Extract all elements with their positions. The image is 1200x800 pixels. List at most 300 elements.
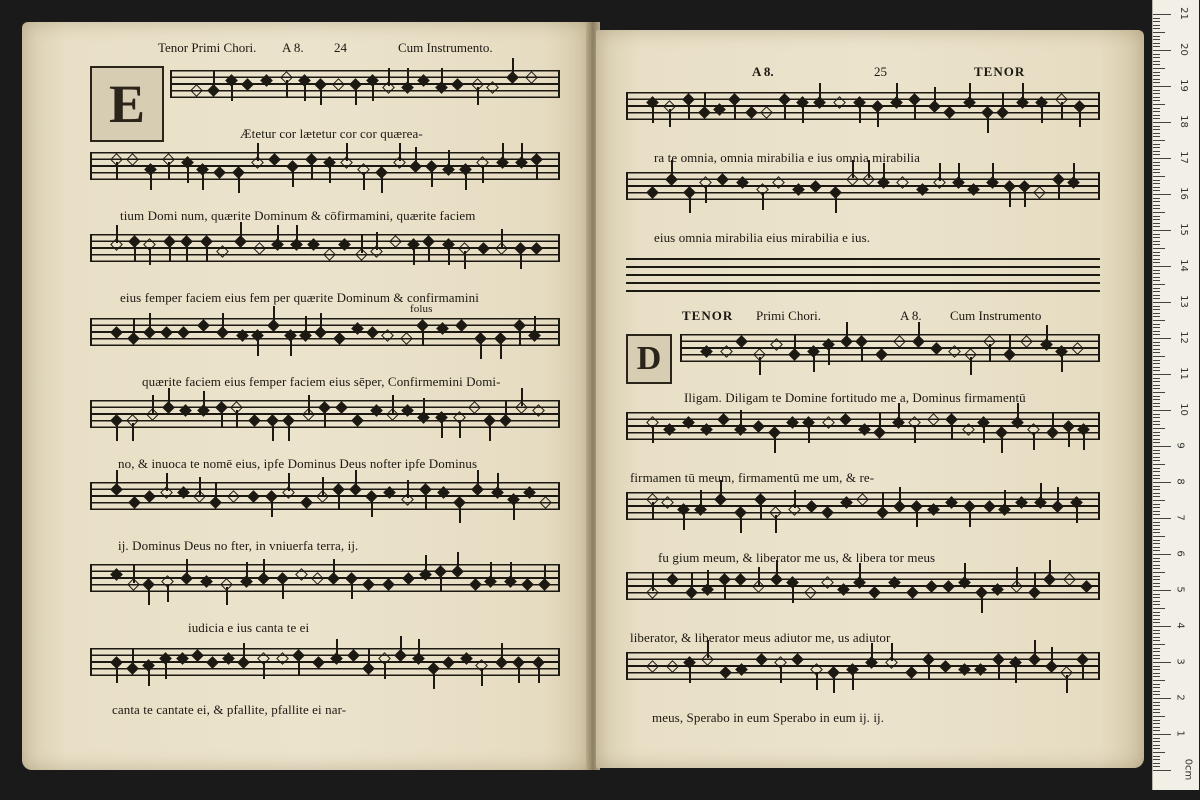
music-note bbox=[717, 413, 730, 426]
note-stem bbox=[758, 567, 760, 585]
music-note bbox=[896, 176, 909, 189]
ruler-tick bbox=[1153, 82, 1160, 83]
ruler-tick bbox=[1153, 741, 1160, 742]
ruler-tick bbox=[1153, 144, 1160, 145]
note-stem bbox=[859, 105, 861, 123]
ruler-tick bbox=[1153, 493, 1160, 494]
note-stem bbox=[1017, 403, 1019, 421]
empty-staff bbox=[626, 258, 1100, 292]
ruler-tick bbox=[1153, 572, 1165, 573]
note-stem bbox=[775, 515, 777, 533]
note-stem bbox=[320, 313, 322, 331]
music-note bbox=[110, 568, 123, 581]
left-lyric-7: iudicia e ius canta te ei bbox=[188, 620, 310, 635]
music-note bbox=[736, 176, 749, 189]
note-stem bbox=[652, 502, 654, 520]
music-note bbox=[236, 329, 249, 342]
ruler-tick bbox=[1153, 522, 1160, 523]
note-stem bbox=[536, 162, 538, 180]
music-note bbox=[666, 660, 679, 673]
note-stem bbox=[351, 581, 353, 599]
note-stem bbox=[441, 420, 443, 438]
ruler-tick bbox=[1153, 270, 1160, 271]
ruler-tick bbox=[1153, 439, 1160, 440]
ruler-tick bbox=[1153, 75, 1160, 76]
ruler-tick bbox=[1153, 759, 1160, 760]
note-stem bbox=[168, 388, 170, 406]
right-staff-4 bbox=[626, 412, 1100, 440]
ruler-label: 21 bbox=[1177, 7, 1189, 20]
ruler-tick bbox=[1153, 108, 1160, 109]
ruler-tick bbox=[1153, 154, 1160, 155]
music-note bbox=[858, 423, 871, 436]
music-note bbox=[311, 572, 324, 585]
note-stem bbox=[1061, 102, 1063, 120]
music-note bbox=[469, 578, 482, 591]
ruler-tick bbox=[1153, 115, 1160, 116]
note-stem bbox=[828, 347, 830, 365]
ruler-tick bbox=[1153, 507, 1160, 508]
note-stem bbox=[372, 83, 374, 101]
note-stem bbox=[423, 398, 425, 416]
ruler-tick bbox=[1153, 684, 1160, 685]
note-stem bbox=[187, 165, 189, 183]
note-stem bbox=[896, 83, 898, 101]
note-stem bbox=[969, 509, 971, 527]
right-lyric-2: firmamen tū meum, firmamentū me um, & re- bbox=[630, 470, 875, 485]
section-scoring: Cum Instrumento bbox=[950, 308, 1042, 323]
ruler-tick bbox=[1153, 284, 1165, 285]
ruler-tick bbox=[1153, 360, 1160, 361]
left-staff-6 bbox=[90, 482, 560, 510]
note-stem bbox=[724, 582, 726, 600]
music-note bbox=[760, 106, 773, 119]
note-stem bbox=[958, 163, 960, 181]
music-note bbox=[442, 656, 455, 669]
note-stem bbox=[521, 388, 523, 406]
note-stem bbox=[116, 423, 118, 441]
ruler-label: 4 bbox=[1174, 622, 1186, 629]
ruler-tick bbox=[1153, 702, 1160, 703]
left-lyric-8: canta te cantate ei, & pfallite, pfallite ei nar- bbox=[112, 702, 347, 717]
music-note bbox=[323, 248, 336, 261]
note-stem bbox=[1002, 93, 1004, 111]
music-note bbox=[455, 319, 468, 332]
ruler-tick bbox=[1153, 331, 1160, 332]
note-stem bbox=[846, 322, 848, 340]
music-note bbox=[962, 423, 975, 436]
right-lyric-3: fu gium meum, & liberator me us, & libera tor meus bbox=[658, 550, 936, 565]
section-part: TENOR bbox=[682, 308, 734, 323]
ruler-tick bbox=[1153, 201, 1160, 202]
note-stem bbox=[166, 473, 168, 491]
right-header-part: TENOR bbox=[974, 64, 1026, 79]
ruler-label: 15 bbox=[1177, 223, 1189, 236]
ruler-tick bbox=[1153, 770, 1171, 771]
ruler-label: 0cm bbox=[1182, 758, 1194, 781]
ruler-tick bbox=[1153, 36, 1160, 37]
right-header-voices: A 8. bbox=[752, 64, 774, 79]
note-stem bbox=[740, 410, 742, 428]
ruler-tick bbox=[1153, 543, 1160, 544]
note-stem bbox=[1082, 662, 1084, 680]
music-note bbox=[1080, 580, 1093, 593]
note-stem bbox=[983, 425, 985, 443]
ruler-tick bbox=[1153, 79, 1160, 80]
note-stem bbox=[465, 172, 467, 190]
note-stem bbox=[1057, 487, 1059, 505]
music-note bbox=[700, 423, 713, 436]
music-note bbox=[468, 401, 481, 414]
ruler-tick bbox=[1153, 388, 1160, 389]
ruler-tick bbox=[1153, 122, 1171, 123]
note-stem bbox=[290, 338, 292, 356]
ruler-tick bbox=[1153, 126, 1160, 127]
ruler-tick bbox=[1153, 669, 1160, 670]
ruler-tick bbox=[1153, 28, 1160, 29]
note-stem bbox=[914, 102, 916, 120]
music-note bbox=[227, 490, 240, 503]
music-note bbox=[734, 573, 747, 586]
ruler-tick bbox=[1153, 392, 1165, 393]
note-stem bbox=[134, 244, 136, 262]
ruler-tick bbox=[1153, 712, 1160, 713]
note-stem bbox=[333, 559, 335, 577]
note-stem bbox=[481, 668, 483, 686]
ruler-tick bbox=[1153, 763, 1160, 764]
note-stem bbox=[534, 316, 536, 334]
ruler-tick bbox=[1153, 190, 1160, 191]
music-note bbox=[177, 326, 190, 339]
note-stem bbox=[464, 251, 466, 269]
ruler-label: 13 bbox=[1177, 295, 1189, 308]
note-stem bbox=[384, 661, 386, 679]
note-stem bbox=[987, 115, 989, 133]
note-stem bbox=[981, 595, 983, 613]
note-stem bbox=[520, 251, 522, 269]
left-staff-1 bbox=[170, 70, 560, 98]
ruler-tick bbox=[1153, 266, 1171, 267]
ruler-tick bbox=[1153, 568, 1160, 569]
left-lyric-5: no, & inuoca te nomē eius, ipfe Dominus Deus nofter ipfe Dominus bbox=[118, 456, 478, 471]
ruler-tick bbox=[1153, 57, 1160, 58]
music-note bbox=[958, 663, 971, 676]
ruler-tick bbox=[1153, 43, 1160, 44]
music-note bbox=[110, 326, 123, 339]
left-lyric-4: quærite faciem eius femper faciem eius sēper, Confirmemini Domi- bbox=[142, 374, 501, 389]
music-note bbox=[532, 404, 545, 417]
music-note bbox=[486, 81, 499, 94]
note-stem bbox=[368, 649, 370, 667]
music-note bbox=[942, 580, 955, 593]
left-staff-3 bbox=[90, 234, 560, 262]
music-note bbox=[539, 496, 552, 509]
note-stem bbox=[544, 565, 546, 583]
music-note bbox=[362, 578, 375, 591]
note-stem bbox=[222, 313, 224, 331]
note-stem bbox=[186, 559, 188, 577]
music-note bbox=[521, 578, 534, 591]
note-stem bbox=[760, 502, 762, 520]
note-stem bbox=[236, 410, 238, 428]
note-stem bbox=[939, 163, 941, 181]
note-stem bbox=[355, 470, 357, 488]
section-voices: A 8. bbox=[900, 308, 922, 323]
note-stem bbox=[1076, 505, 1078, 523]
music-note bbox=[772, 176, 785, 189]
note-stem bbox=[169, 244, 171, 262]
ruler-tick bbox=[1153, 680, 1165, 681]
music-note bbox=[347, 649, 360, 662]
ruler-tick bbox=[1153, 554, 1171, 555]
ruler-tick bbox=[1153, 378, 1160, 379]
note-stem bbox=[877, 109, 879, 127]
note-stem bbox=[969, 83, 971, 101]
music-note bbox=[821, 506, 834, 519]
music-note bbox=[943, 106, 956, 119]
right-lyric-top-1: ra te omnia, omnia mirabilia e ius omnia mirabilia bbox=[654, 150, 921, 165]
left-staff-4 bbox=[90, 318, 560, 346]
ruler-tick bbox=[1153, 738, 1160, 739]
ruler-tick bbox=[1153, 54, 1160, 55]
ruler-tick bbox=[1153, 550, 1160, 551]
note-stem bbox=[477, 87, 479, 105]
ruler-tick bbox=[1153, 234, 1160, 235]
ruler-tick bbox=[1153, 435, 1160, 436]
note-stem bbox=[263, 661, 265, 679]
note-stem bbox=[813, 354, 815, 372]
left-staff-5 bbox=[90, 400, 560, 428]
note-stem bbox=[271, 499, 273, 517]
music-note bbox=[401, 404, 414, 417]
note-stem bbox=[934, 87, 936, 105]
note-stem bbox=[167, 584, 169, 602]
ruler-tick bbox=[1153, 25, 1160, 26]
note-stem bbox=[518, 665, 520, 683]
music-note bbox=[436, 322, 449, 335]
ruler-tick bbox=[1153, 460, 1160, 461]
note-stem bbox=[500, 341, 502, 359]
ruler-tick bbox=[1153, 342, 1160, 343]
note-stem bbox=[457, 552, 459, 570]
ruler-tick bbox=[1153, 345, 1160, 346]
music-note bbox=[916, 183, 929, 196]
note-stem bbox=[320, 87, 322, 105]
note-stem bbox=[898, 403, 900, 421]
music-note bbox=[197, 319, 210, 332]
note-stem bbox=[792, 585, 794, 603]
music-note bbox=[856, 493, 869, 506]
note-stem bbox=[689, 665, 691, 683]
left-lyric-1: Ætetur cor lætetur cor cor quærea- bbox=[240, 126, 423, 141]
music-note bbox=[190, 84, 203, 97]
note-stem bbox=[802, 105, 804, 123]
note-stem bbox=[512, 58, 514, 76]
music-note bbox=[837, 583, 850, 596]
note-stem bbox=[286, 80, 288, 98]
ruler-tick bbox=[1153, 532, 1160, 533]
ruler-tick bbox=[1153, 406, 1160, 407]
ruler-tick bbox=[1153, 536, 1165, 537]
music-note bbox=[682, 416, 695, 429]
ruler-tick bbox=[1153, 475, 1160, 476]
music-note bbox=[875, 348, 888, 361]
note-stem bbox=[149, 247, 151, 265]
music-note bbox=[967, 183, 980, 196]
ruler-tick bbox=[1153, 151, 1160, 152]
right-lyric-1: Iligam. Diligam te Domine fortitudo me a, Dominus firmamentū bbox=[684, 390, 1026, 405]
ruler-tick bbox=[1153, 619, 1160, 620]
ruler-tick bbox=[1153, 565, 1160, 566]
note-stem bbox=[918, 322, 920, 340]
ruler-tick bbox=[1153, 558, 1160, 559]
music-note bbox=[268, 153, 281, 166]
ruler-tick bbox=[1153, 640, 1160, 641]
note-stem bbox=[879, 413, 881, 431]
music-note bbox=[930, 342, 943, 355]
music-note bbox=[893, 335, 906, 348]
ruler-tick bbox=[1153, 327, 1160, 328]
ruler-tick bbox=[1153, 248, 1165, 249]
note-stem bbox=[243, 643, 245, 661]
music-note bbox=[905, 666, 918, 679]
right-lyric-top-2: eius omnia mirabilia eius mirabilia e ius. bbox=[654, 230, 871, 245]
ruler-tick bbox=[1153, 547, 1160, 548]
music-note bbox=[666, 573, 679, 586]
ruler-tick bbox=[1153, 604, 1160, 605]
ruler-tick bbox=[1153, 630, 1160, 631]
ruler-tick bbox=[1153, 676, 1160, 677]
ruler-tick bbox=[1153, 381, 1160, 382]
ruler-tick bbox=[1153, 655, 1160, 656]
ruler-tick bbox=[1153, 32, 1165, 33]
note-stem bbox=[400, 636, 402, 654]
note-stem bbox=[891, 643, 893, 661]
ruler-tick bbox=[1153, 730, 1160, 731]
music-note bbox=[927, 503, 940, 516]
ruler-tick bbox=[1153, 39, 1160, 40]
ruler-tick bbox=[1153, 594, 1160, 595]
ruler-tick bbox=[1153, 147, 1160, 148]
note-stem bbox=[407, 480, 409, 498]
music-note bbox=[720, 345, 733, 358]
ruler-tick bbox=[1153, 21, 1160, 22]
ruler-tick bbox=[1153, 306, 1160, 307]
music-note bbox=[945, 496, 958, 509]
ruler-tick bbox=[1153, 424, 1160, 425]
music-note bbox=[755, 653, 768, 666]
ruler-tick bbox=[1153, 356, 1165, 357]
music-note bbox=[805, 500, 818, 513]
ruler-tick bbox=[1153, 666, 1160, 667]
note-stem bbox=[1004, 490, 1006, 508]
note-stem bbox=[238, 175, 240, 193]
music-note bbox=[1020, 335, 1033, 348]
ruler-tick bbox=[1153, 414, 1160, 415]
music-note bbox=[770, 338, 783, 351]
note-stem bbox=[833, 675, 835, 693]
music-note bbox=[840, 496, 853, 509]
decorated-initial-e: E bbox=[90, 66, 164, 142]
note-stem bbox=[794, 490, 796, 508]
note-stem bbox=[538, 665, 540, 683]
music-note bbox=[809, 180, 822, 193]
note-stem bbox=[226, 587, 228, 605]
note-stem bbox=[116, 470, 118, 488]
ruler-tick bbox=[1153, 374, 1171, 375]
note-stem bbox=[501, 229, 503, 247]
music-note bbox=[939, 660, 952, 673]
note-stem bbox=[168, 162, 170, 180]
right-staff-1 bbox=[626, 92, 1100, 120]
note-stem bbox=[1033, 432, 1035, 450]
ruler-tick bbox=[1153, 644, 1165, 645]
note-stem bbox=[951, 422, 953, 440]
music-note bbox=[792, 183, 805, 196]
music-note bbox=[700, 345, 713, 358]
note-stem bbox=[304, 83, 306, 101]
ruler-tick bbox=[1153, 597, 1160, 598]
ruler-tick bbox=[1153, 176, 1165, 177]
ruler-tick bbox=[1153, 734, 1171, 735]
music-note bbox=[338, 238, 351, 251]
ruler-tick bbox=[1153, 637, 1160, 638]
note-stem bbox=[240, 222, 242, 240]
note-stem bbox=[989, 344, 991, 362]
ruler-tick bbox=[1153, 252, 1160, 253]
ruler-tick bbox=[1153, 432, 1160, 433]
music-note bbox=[200, 575, 213, 588]
ruler-tick bbox=[1153, 442, 1160, 443]
music-note bbox=[332, 78, 345, 91]
music-note bbox=[530, 242, 543, 255]
ruler-label: 18 bbox=[1177, 115, 1189, 128]
ruler-tick bbox=[1153, 14, 1171, 15]
music-note bbox=[206, 656, 219, 669]
ruler-tick bbox=[1153, 482, 1171, 483]
note-stem bbox=[1015, 665, 1017, 683]
ruler-tick bbox=[1153, 180, 1160, 181]
ruler-label: 19 bbox=[1177, 79, 1189, 92]
left-lyric-6: ij. Dominus Deus no fter, in vniuerfa terra, ij. bbox=[118, 538, 359, 553]
note-stem bbox=[441, 68, 443, 86]
music-note bbox=[241, 78, 254, 91]
ruler-tick bbox=[1153, 450, 1160, 451]
note-stem bbox=[116, 162, 118, 180]
ruler-tick bbox=[1153, 399, 1160, 400]
music-note bbox=[786, 416, 799, 429]
note-stem bbox=[762, 192, 764, 210]
music-note bbox=[307, 238, 320, 251]
ruler-tick bbox=[1153, 694, 1160, 695]
ruler-tick bbox=[1153, 766, 1160, 767]
note-stem bbox=[1001, 435, 1003, 453]
note-stem bbox=[324, 410, 326, 428]
note-stem bbox=[428, 244, 430, 262]
music-note bbox=[477, 242, 490, 255]
note-stem bbox=[497, 473, 499, 491]
note-stem bbox=[1041, 105, 1043, 123]
note-stem bbox=[691, 573, 693, 591]
left-staff-8 bbox=[90, 648, 560, 676]
music-note bbox=[525, 71, 538, 84]
note-stem bbox=[418, 639, 420, 657]
ruler-tick bbox=[1153, 223, 1160, 224]
note-stem bbox=[336, 639, 338, 657]
note-stem bbox=[132, 423, 134, 441]
music-note bbox=[381, 329, 394, 342]
note-stem bbox=[231, 83, 233, 101]
